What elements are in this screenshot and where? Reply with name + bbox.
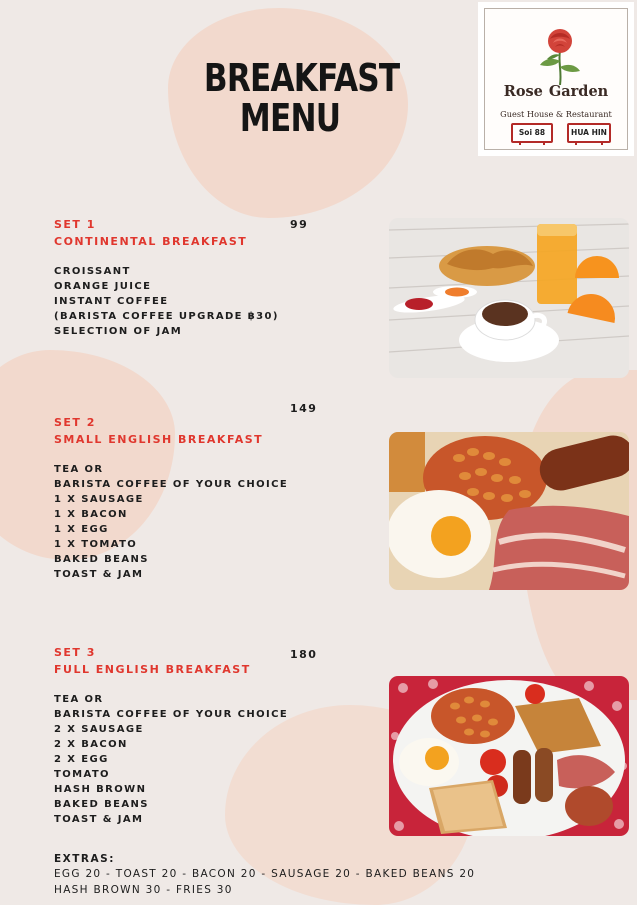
list-item: 1 X SAUSAGE	[54, 494, 144, 505]
list-item: BAKED BEANS	[54, 554, 149, 565]
set-1-price: 99	[290, 218, 309, 231]
set-2-name: SMALL ENGLISH BREAKFAST	[54, 433, 264, 446]
set-3-name: FULL ENGLISH BREAKFAST	[54, 663, 251, 676]
list-item: ORANGE JUICE	[54, 281, 152, 292]
list-item: HASH BROWN	[54, 784, 147, 795]
logo-name-garden: Garden	[548, 83, 609, 100]
set-3-price: 180	[290, 648, 318, 661]
sign-leg	[519, 141, 521, 145]
logo-frame	[484, 8, 628, 150]
list-item: 1 X BACON	[54, 509, 128, 520]
sign-leg	[601, 141, 603, 145]
list-item: TOMATO	[54, 769, 110, 780]
set-2-number: SET 2	[54, 416, 96, 429]
set-1-number: SET 1	[54, 218, 96, 231]
set-2-items	[54, 462, 288, 582]
continental-breakfast-photo	[389, 218, 629, 378]
set-2-price: 149	[290, 402, 318, 415]
restaurant-logo	[478, 2, 634, 156]
logo-signs	[511, 123, 611, 145]
list-item: TOAST & JAM	[54, 569, 144, 580]
set-3-number: SET 3	[54, 646, 96, 659]
sign-leg	[575, 141, 577, 145]
list-item: CROISSANT	[54, 266, 131, 277]
page-title	[203, 56, 400, 140]
set-1-name: CONTINENTAL BREAKFAST	[54, 235, 248, 248]
logo-name	[485, 83, 627, 100]
logo-name-rose: Rose	[503, 83, 543, 100]
title-line-1: BREAKFAST	[203, 56, 400, 100]
list-item: (BARISTA COFFEE UPGRADE ฿30)	[54, 311, 279, 322]
extras-line-1: EGG 20 - TOAST 20 - BACON 20 - SAUSAGE 20 - BAKED BEANS 20	[54, 868, 476, 880]
small-english-breakfast-photo	[389, 432, 629, 590]
sign-soi: Soi 88	[511, 123, 553, 143]
list-item: 1 X TOMATO	[54, 539, 138, 550]
list-item: 2 X SAUSAGE	[54, 724, 144, 735]
list-item: TEA OR	[54, 694, 104, 705]
list-item: 2 X BACON	[54, 739, 128, 750]
title-line-2: MENU	[239, 96, 341, 140]
list-item: TOAST & JAM	[54, 814, 144, 825]
extras-line-2: HASH BROWN 30 - FRIES 30	[54, 883, 233, 896]
list-item: SELECTION OF JAM	[54, 326, 183, 337]
full-english-breakfast-photo	[389, 676, 629, 836]
set-2-section	[54, 414, 288, 582]
set-3-section	[54, 644, 288, 827]
set-1-section	[54, 216, 279, 339]
list-item: INSTANT COFFEE	[54, 296, 169, 307]
rose-flower-icon	[530, 27, 590, 85]
list-item: 1 X EGG	[54, 524, 109, 535]
set-3-items	[54, 692, 288, 827]
set-1-items	[54, 264, 279, 339]
list-item: BAKED BEANS	[54, 799, 149, 810]
sign-leg	[543, 141, 545, 145]
extras-section	[54, 852, 475, 898]
sign-hua-hin: HUA HIN	[567, 123, 611, 143]
list-item: TEA OR	[54, 464, 104, 475]
list-item: BARISTA COFFEE OF YOUR CHOICE	[54, 479, 289, 490]
logo-subtitle: Guest House & Restaurant	[500, 109, 612, 119]
extras-label: EXTRAS:	[54, 853, 115, 865]
list-item: BARISTA COFFEE OF YOUR CHOICE	[54, 709, 289, 720]
list-item: 2 X EGG	[54, 754, 109, 765]
